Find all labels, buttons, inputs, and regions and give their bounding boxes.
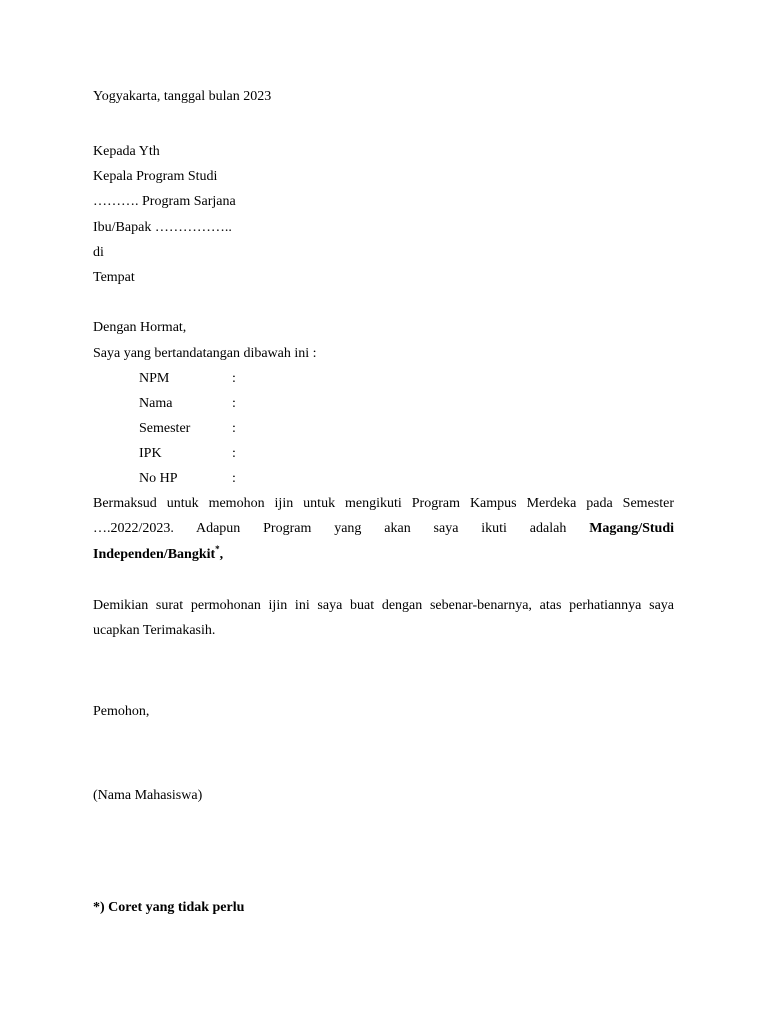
body-paragraph-2-line-1: Demikian surat permohonan ijin ini saya buat dengan sebenar-benarnya, atas perhatiannya saya [93, 598, 674, 613]
body-paragraph-1-line-1: Bermaksud untuk memohon ijin untuk mengikuti Program Kampus Merdeka pada Semester [93, 496, 674, 511]
greeting: Dengan Hormat, [93, 320, 187, 335]
recipient-line-3: ………. Program Sarjana [93, 194, 236, 209]
footnote-marker: * [215, 544, 220, 554]
recipient-line-5: di [93, 245, 104, 260]
date-line: Yogyakarta, tanggal bulan 2023 [93, 89, 272, 104]
field-colon-ipk: : [232, 446, 236, 461]
program-choice-part-2: Independen/Bangkit [93, 547, 216, 562]
field-label-semester: Semester [139, 421, 191, 436]
recipient-line-6: Tempat [93, 270, 135, 285]
body-paragraph-1-line-2 [93, 520, 674, 538]
program-choice-comma: , [219, 547, 224, 562]
field-label-ipk: IPK [139, 446, 162, 461]
recipient-line-2: Kepala Program Studi [93, 169, 218, 184]
recipient-line-1: Kepada Yth [93, 144, 160, 159]
closing: Pemohon, [93, 704, 150, 719]
field-colon-semester: : [232, 421, 236, 436]
field-colon-nama: : [232, 396, 236, 411]
field-label-npm: NPM [139, 371, 170, 386]
recipient-line-4: Ibu/Bapak …………….. [93, 220, 232, 235]
signature-name: (Nama Mahasiswa) [93, 788, 203, 803]
program-choice-part-1: Magang/Studi [589, 521, 675, 536]
footnote: *) Coret yang tidak perlu [93, 900, 245, 915]
field-label-nama: Nama [139, 396, 173, 411]
body-paragraph-1-line-3 [93, 546, 223, 564]
field-colon-npm: : [232, 371, 236, 386]
body-paragraph-2-line-2: ucapkan Terimakasih. [93, 623, 216, 638]
field-colon-no-hp: : [232, 471, 236, 486]
field-label-no-hp: No HP [139, 471, 178, 486]
body-paragraph-1-line-2-text: ….2022/2023. Adapun Program yang akan saya ikuti adalah [93, 521, 567, 536]
intro-line: Saya yang bertandatangan dibawah ini : [93, 346, 317, 361]
